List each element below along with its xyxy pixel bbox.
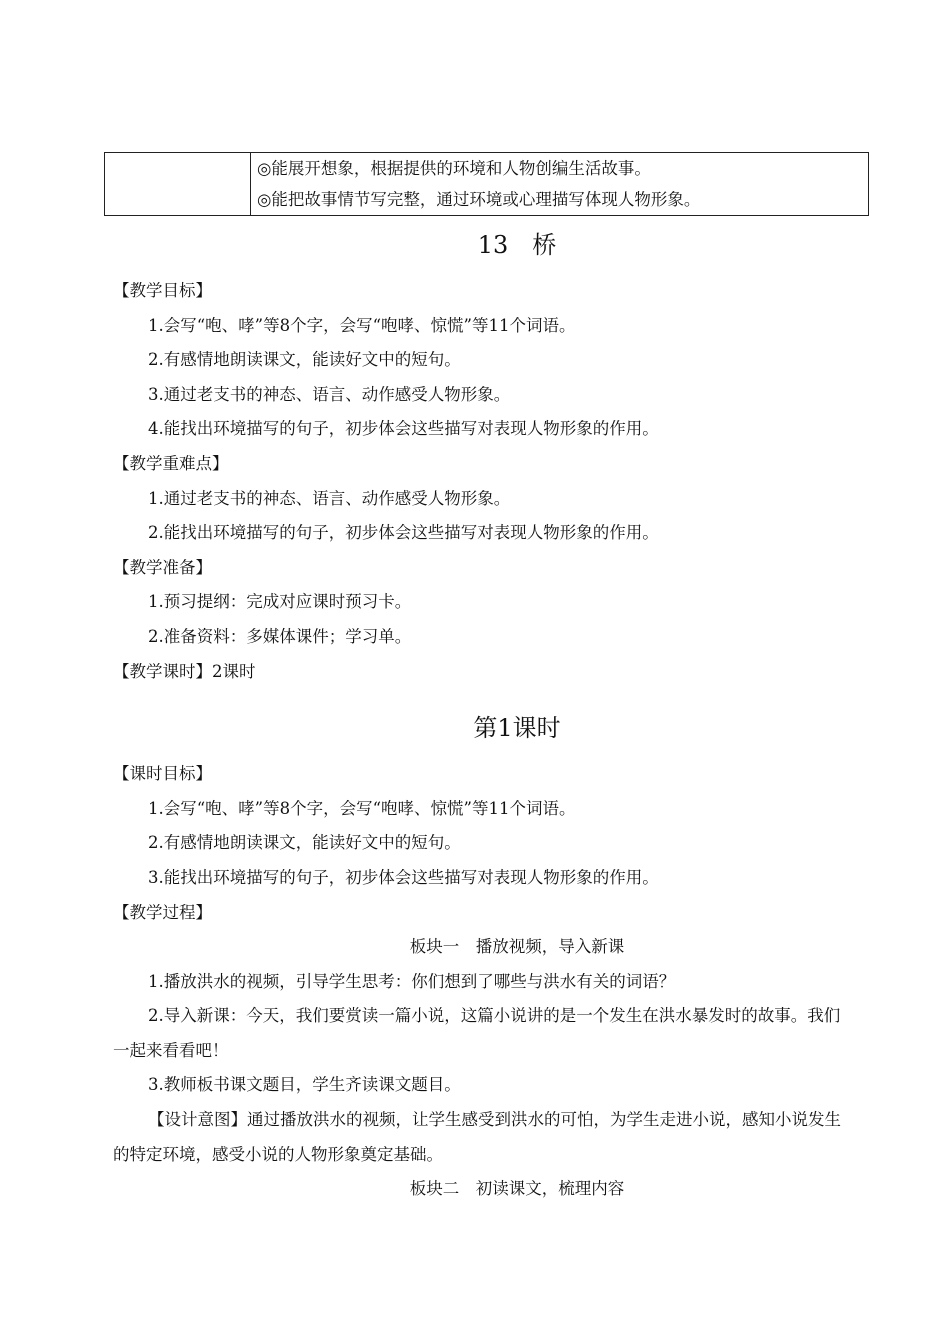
section2-title: 板块二 初读课文，梳理内容 xyxy=(409,1179,625,1199)
list-item: 2.能找出环境描写的句子，初步体会这些描写对表现人物形象的作用。 xyxy=(148,523,659,543)
design-intent: 【设计意图】通过播放洪水的视频，让学生感受到洪水的可怕，为学生走进小说，感知小说发生的特定环境，感受小说的人物形象奠定基础。 xyxy=(113,1110,841,1164)
main-content xyxy=(113,226,843,1207)
process-heading: 【教学过程】 xyxy=(113,902,212,922)
section1-title: 板块一 播放视频，导入新课 xyxy=(409,937,625,957)
list-item: 2.准备资料：多媒体课件；学习单。 xyxy=(148,626,412,646)
list-item: 2.有感情地朗读课文，能读好文中的短句。 xyxy=(148,833,461,853)
table-goals-cell xyxy=(251,153,869,216)
goals-table xyxy=(104,152,869,216)
preparation-heading: 【教学准备】 xyxy=(113,557,212,577)
list-item: 3.能找出环境描写的句子，初步体会这些描写对表现人物形象的作用。 xyxy=(148,867,659,887)
list-item: 1.预习提纲：完成对应课时预习卡。 xyxy=(148,592,412,612)
process-step: 2.导入新课：今天，我们要赏读一篇小说，这篇小说讲的是一个发生在洪水暴发时的故事。我们一起来看看吧！ xyxy=(113,1006,841,1060)
process-step: 3.教师板书课文题目，学生齐读课文题目。 xyxy=(148,1075,461,1095)
list-item: 1.会写“咆、哮”等8个字，会写“咆哮、惊慌”等11个词语。 xyxy=(148,315,576,335)
list-item: 2.有感情地朗读课文，能读好文中的短句。 xyxy=(148,350,461,370)
table-goal-line: ◎能把故事情节写完整，通过环境或心理描写体现人物形象。 xyxy=(257,190,701,209)
list-item: 4.能找出环境描写的句子，初步体会这些描写对表现人物形象的作用。 xyxy=(148,419,659,439)
table-empty-cell xyxy=(105,153,251,216)
lesson-title: 13 桥 xyxy=(477,231,557,259)
teaching-goals-heading: 【教学目标】 xyxy=(113,281,212,300)
table-goal-line: ◎能展开想象，根据提供的环境和人物创编生活故事。 xyxy=(257,159,651,178)
table-row xyxy=(105,153,869,216)
key-points-heading: 【教学重难点】 xyxy=(113,453,229,473)
session-title: 第1课时 xyxy=(473,714,561,743)
list-item: 1.会写“咆、哮”等8个字，会写“咆哮、惊慌”等11个词语。 xyxy=(148,798,576,818)
session-goals-heading: 【课时目标】 xyxy=(113,764,212,784)
list-item: 3.通过老支书的神态、语言、动作感受人物形象。 xyxy=(148,384,511,404)
class-hours: 【教学课时】2课时 xyxy=(113,661,256,681)
list-item: 1.通过老支书的神态、语言、动作感受人物形象。 xyxy=(148,488,511,508)
process-step: 1.播放洪水的视频，引导学生思考：你们想到了哪些与洪水有关的词语？ xyxy=(148,971,676,991)
